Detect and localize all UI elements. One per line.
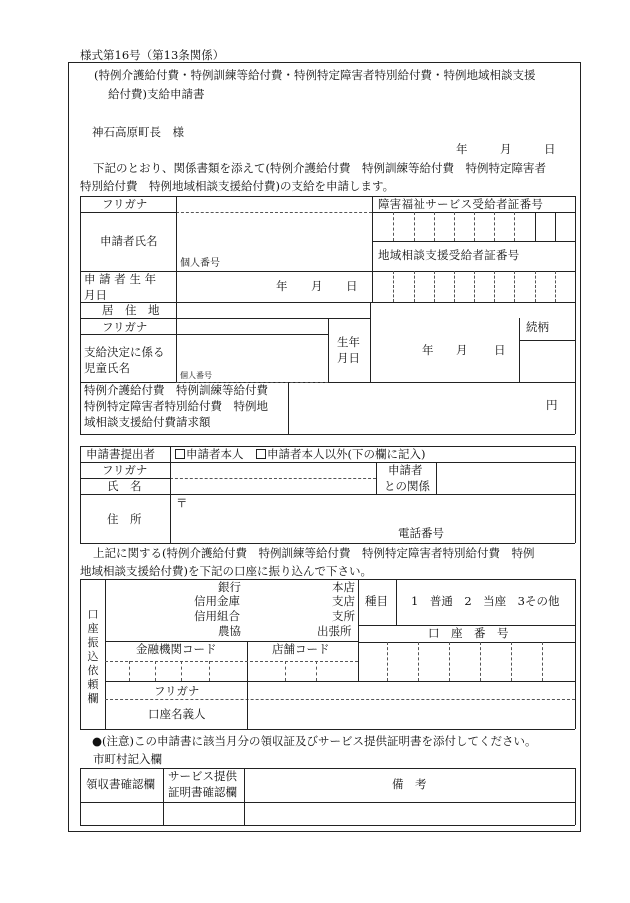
applicant-cert-number-label: 障害福祉サービス受給者証番号 [378,197,544,211]
child-relation-label: 続柄 [526,320,549,334]
branch-type-office: 支所 [332,609,355,623]
holder-furigana-label: フリガナ [154,684,200,698]
child-personal-number-label: 個人番号 [180,371,212,380]
child-name-label-2: 児童氏名 [84,361,130,375]
applicant-birth-label-1: 申 請 者 生 年 [84,272,157,286]
account-number-label: 口 座 番 号 [428,626,509,640]
child-name-label-1: 支給決定に係る [84,345,165,359]
submitter-phone-label: 電話番号 [398,526,444,540]
submitter-self-text: 申請者本人 [186,447,244,461]
branch-type-head: 本店 [332,580,355,594]
child-birth-label-1: 生年 [337,335,360,349]
date-month: 月 [500,142,512,156]
receipt-check-label: 領収書確認欄 [86,777,155,791]
bank-type-shinkumi: 信用組合 [194,609,240,623]
submitter-other-checkbox[interactable] [256,449,266,459]
form-title-line1: (特例介護給付費・特例訓練等給付費・特例特定障害者特別給付費・特例地域相談支援 [94,68,536,82]
municipal-section-title: 市町村記入欄 [93,752,162,766]
intro-text-line1: 下記のとおり、関係書類を添えて(特例介護給付費 特例訓練等給付費 特例特定障害者 [93,161,546,175]
postal-mark: 〒 [176,496,188,510]
branch-type-sub: 出張所 [317,624,352,638]
child-birth-day: 日 [494,343,506,357]
branch-code-label: 店舗コード [272,642,330,656]
submitter-address-label: 住 所 [107,512,142,526]
branch-type-branch: 支店 [332,594,355,608]
service-check-label-2: 証明書確認欄 [168,785,237,799]
applicant-birth-day: 日 [346,279,358,293]
applicant-name-label: 申請者氏名 [100,234,158,248]
bank-code-label: 金融機関コード [136,642,217,656]
account-type-options: 1 普通 2 当座 3その他 [411,594,560,608]
submitter-label: 申請書提出者 [86,447,155,461]
date-year: 年 [456,142,468,156]
submitter-other-text: 申請者本人以外(下の欄に記入) [267,447,426,461]
applicant-furigana-label: フリガナ [102,197,148,211]
account-type-label: 種目 [365,594,388,608]
submitter-option-self[interactable] [175,449,244,461]
submitter-furigana-label: フリガナ [102,463,148,477]
bank-type-shinkin: 信用金庫 [194,594,240,608]
claim-label-2: 特例特定障害者特別給付費 特例地 [84,399,268,413]
submitter-self-checkbox[interactable] [175,449,185,459]
submitter-relation-label-2: との関係 [384,479,430,493]
applicant-regional-cert-label: 地域相談支援受給者証番号 [378,248,520,262]
addressee: 神石高原町長 様 [92,125,184,139]
applicant-birth-label-2: 月日 [84,288,107,302]
remarks-label: 備 考 [392,777,427,791]
transfer-text-line1: 上記に関する(特例介護給付費 特例訓練等給付費 特例特定障害者特別給付費 特例 [93,546,535,560]
applicant-birth-year: 年 [276,279,288,293]
applicant-birth-month: 月 [311,279,323,293]
submitter-option-other[interactable] [256,449,425,461]
claim-label-1: 特例介護給付費 特例訓練等給付費 [84,383,268,397]
holder-name-label: 口座名義人 [148,707,206,721]
applicant-address-label: 居 住 地 [102,303,160,317]
child-birth-year: 年 [422,343,434,357]
notice-text: ●(注意)この申請書に該当月分の領収証及びサービス提供証明書を添付してください。 [92,734,537,748]
intro-text-line2: 特別給付費 特例地域相談支援給付費)の支給を申請します。 [80,179,395,193]
bank-type-bank: 銀行 [218,580,241,594]
form-title-line2: 給付費)支給申請書 [108,87,205,101]
date-day: 日 [544,142,556,156]
form-number: 様式第16号（第13条関係） [80,48,225,62]
child-birth-label-2: 月日 [337,351,360,365]
child-furigana-label: フリガナ [102,320,148,334]
child-birth-month: 月 [456,343,468,357]
bank-type-nokyo: 農協 [218,624,241,638]
bank-section-label: 口座振込依頼欄 [87,608,99,705]
service-check-label-1: サービス提供 [168,769,237,783]
claim-label-3: 域相談支援給付費請求額 [84,415,211,429]
submitter-name-label: 氏 名 [107,479,142,493]
claim-yen-unit: 円 [546,398,558,412]
transfer-text-line2: 地域相談支援給付費)を下記の口座に振り込んで下さい。 [80,564,372,578]
applicant-personal-number-label: 個人番号 [180,258,220,269]
submitter-relation-label-1: 申請者 [388,463,423,477]
